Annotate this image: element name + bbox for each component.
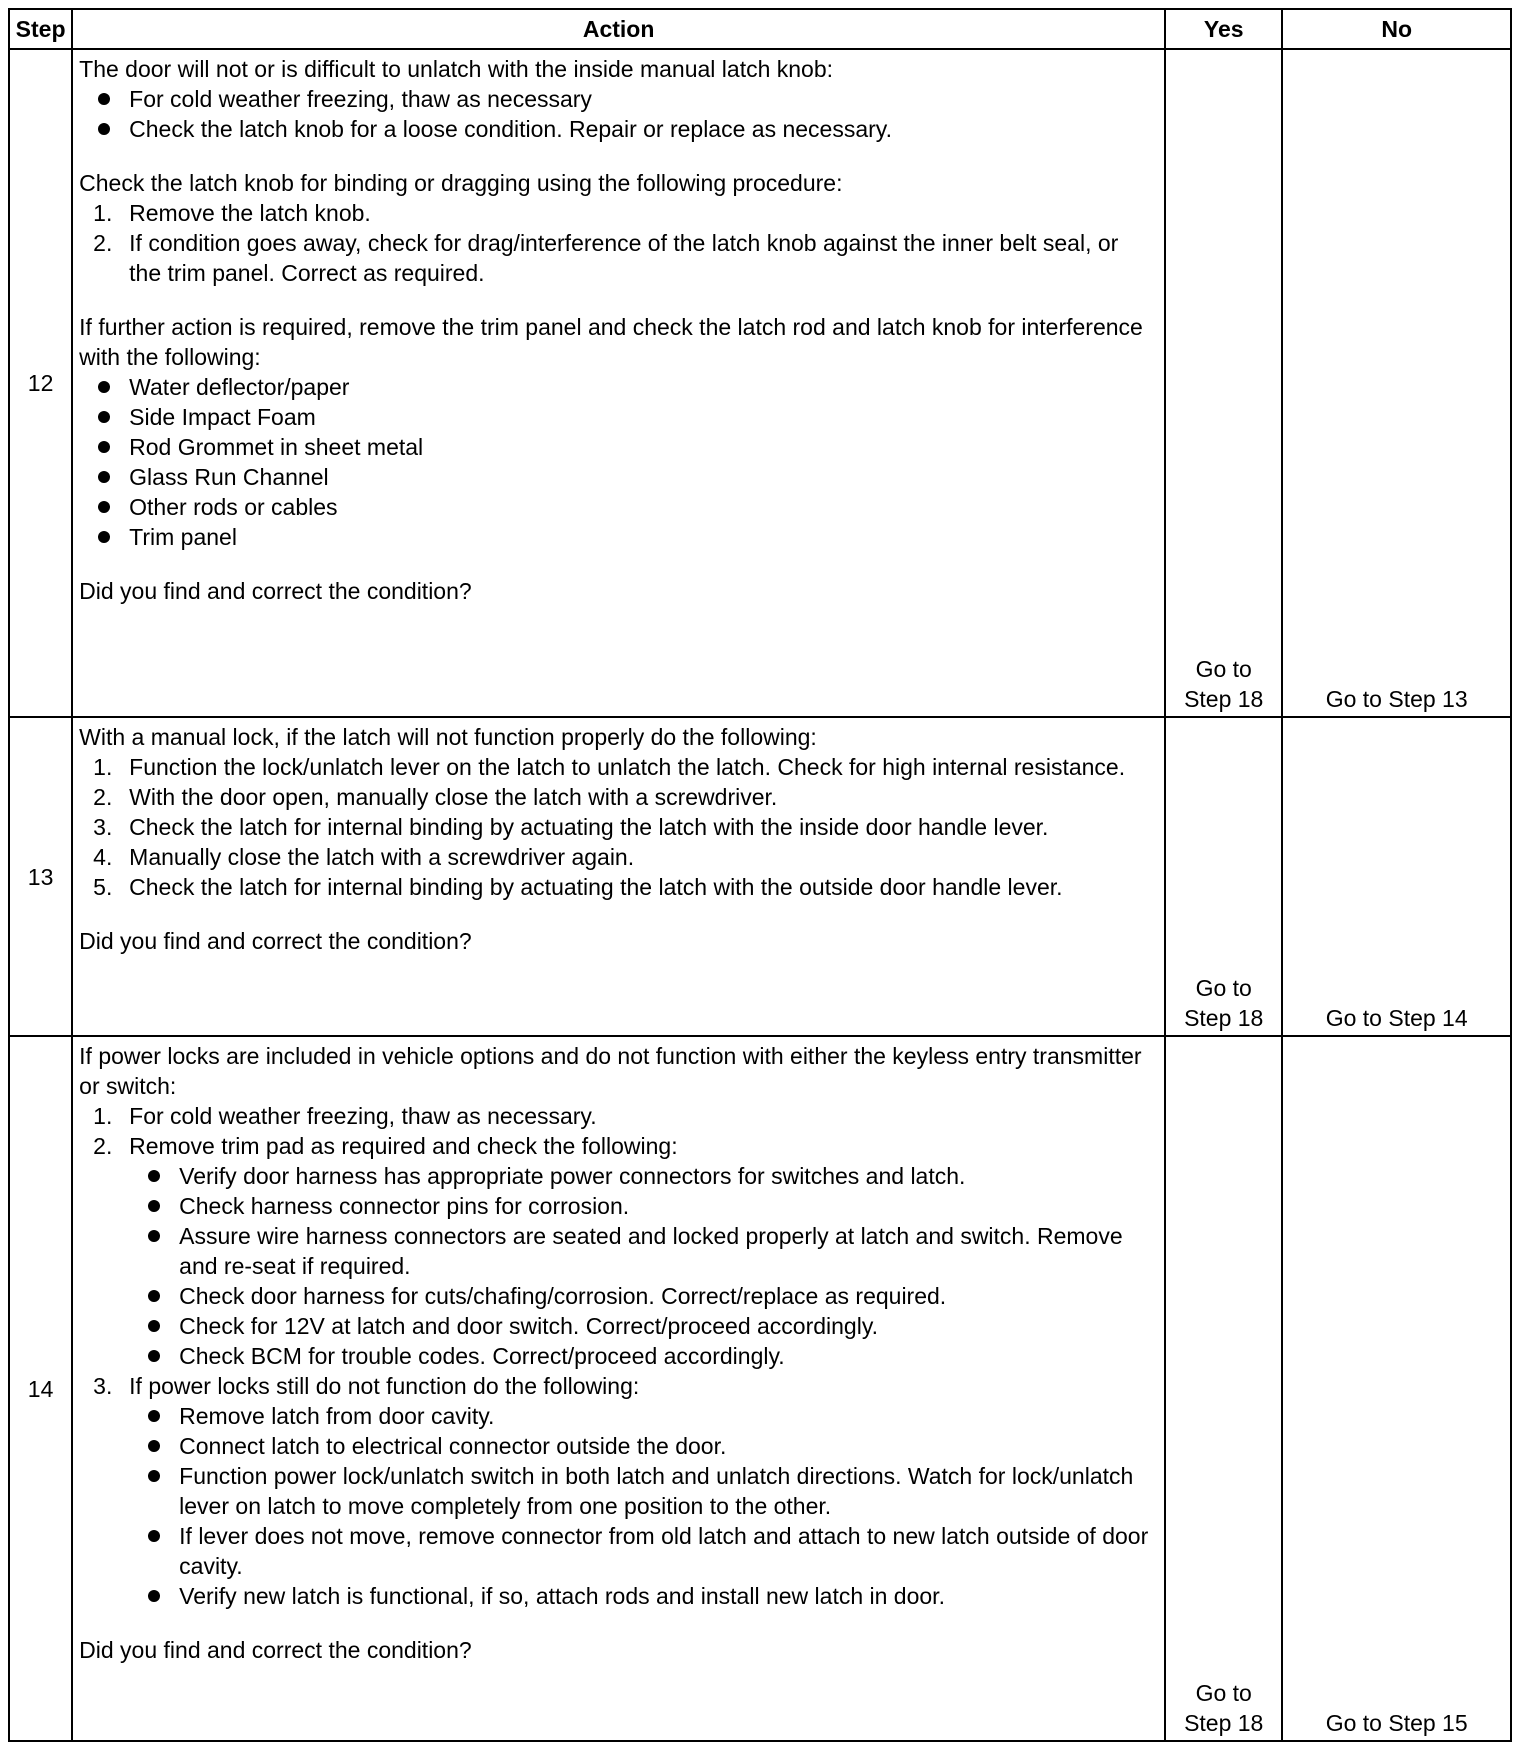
list-item: Rod Grommet in sheet metal: [79, 432, 1154, 462]
sub-list-item: Connect latch to electrical connector outside the door.: [129, 1431, 1154, 1461]
sub-list-item: Remove latch from door cavity.: [129, 1401, 1154, 1431]
sub-bullet-list: [129, 1401, 1154, 1611]
list-item: Check the latch knob for a loose condition. Repair or replace as necessary.: [79, 114, 1154, 144]
item-number: 1.: [93, 754, 113, 780]
item-number: 2.: [93, 1133, 113, 1159]
list-item: [79, 1371, 1154, 1611]
sub-list-item: Check harness connector pins for corrosion.: [129, 1191, 1154, 1221]
intro-text: If power locks are included in vehicle options and do not function with either the keyless entry transmitter or switch:: [79, 1043, 1142, 1099]
item-text: Function the lock/unlatch lever on the latch to unlatch the latch. Check for high internal resistance.: [129, 754, 1126, 780]
step-number: 13: [9, 717, 72, 1036]
intro-text: With a manual lock, if the latch will not function properly do the following:: [79, 724, 817, 750]
item-text: For cold weather freezing, thaw as necessary.: [129, 1103, 597, 1129]
sub-list-item: Check door harness for cuts/chafing/corrosion. Correct/replace as required.: [129, 1281, 1154, 1311]
item-text: If power locks still do not function do the following:: [129, 1373, 640, 1399]
item-number: 1.: [93, 200, 113, 226]
step-row-12: [9, 49, 1511, 717]
no-cell: Go to Step 14: [1282, 717, 1511, 1036]
paragraph: Check the latch knob for binding or dragging using the following procedure:: [79, 170, 843, 196]
step-number: 12: [9, 49, 72, 717]
yes-line-2: Step 18: [1184, 1005, 1264, 1031]
intro-text: The door will not or is difficult to unlatch with the inside manual latch knob:: [79, 56, 834, 82]
item-number: 3.: [93, 814, 113, 840]
item-number: 2.: [93, 230, 113, 256]
sub-bullet-list: [129, 1161, 1154, 1371]
list-item: Glass Run Channel: [79, 462, 1154, 492]
numbered-list: [79, 752, 1154, 902]
list-item: [79, 1131, 1154, 1371]
no-cell: Go to Step 13: [1282, 49, 1511, 717]
action-cell: [72, 49, 1165, 717]
sub-list-item: If lever does not move, remove connector from old latch and attach to new latch outside of door cavity.: [129, 1521, 1154, 1581]
item-text: With the door open, manually close the latch with a screwdriver.: [129, 784, 778, 810]
yes-line-1: Go to: [1195, 1680, 1252, 1706]
item-text: Remove trim pad as required and check the following:: [129, 1133, 678, 1159]
bullet-list: [79, 372, 1154, 552]
item-text: Check the latch for internal binding by actuating the latch with the inside door handle lever.: [129, 814, 1049, 840]
list-item: [79, 872, 1154, 902]
item-number: 2.: [93, 784, 113, 810]
item-text: Check the latch for internal binding by actuating the latch with the outside door handle lever.: [129, 874, 1063, 900]
header-no: No: [1282, 9, 1511, 49]
header-row: [9, 9, 1511, 49]
yes-line-2: Step 18: [1184, 1710, 1264, 1736]
sub-list-item: Check BCM for trouble codes. Correct/proceed accordingly.: [129, 1341, 1154, 1371]
item-number: 4.: [93, 844, 113, 870]
list-item: For cold weather freezing, thaw as necessary: [79, 84, 1154, 114]
yes-line-1: Go to: [1195, 975, 1252, 1001]
item-number: 5.: [93, 874, 113, 900]
item-number: 3.: [93, 1373, 113, 1399]
header-action: Action: [72, 9, 1165, 49]
step-row-13: [9, 717, 1511, 1036]
list-item: Side Impact Foam: [79, 402, 1154, 432]
paragraph: If further action is required, remove the trim panel and check the latch rod and latch knob for interference with the following:: [79, 314, 1143, 370]
sub-list-item: Assure wire harness connectors are seated and locked properly at latch and switch. Remove and re-seat if required.: [129, 1221, 1154, 1281]
sub-list-item: Check for 12V at latch and door switch. Correct/proceed accordingly.: [129, 1311, 1154, 1341]
list-item: [79, 752, 1154, 782]
yes-cell: [1165, 1036, 1282, 1741]
yes-cell: [1165, 49, 1282, 717]
diagnostic-table: [8, 8, 1512, 1742]
header-step: Step: [9, 9, 72, 49]
sub-list-item: Verify door harness has appropriate power connectors for switches and latch.: [129, 1161, 1154, 1191]
yes-cell: [1165, 717, 1282, 1036]
list-item: Trim panel: [79, 522, 1154, 552]
question-text: Did you find and correct the condition?: [79, 1637, 472, 1663]
step-number: 14: [9, 1036, 72, 1741]
item-number: 1.: [93, 1103, 113, 1129]
sub-list-item: Function power lock/unlatch switch in both latch and unlatch directions. Watch for lock/unlatch lever on latch to move completely from one position to the other.: [129, 1461, 1154, 1521]
action-cell: [72, 717, 1165, 1036]
list-item: [79, 1101, 1154, 1131]
sub-list-item: Verify new latch is functional, if so, attach rods and install new latch in door.: [129, 1581, 1154, 1611]
list-item: Other rods or cables: [79, 492, 1154, 522]
bullet-list: [79, 84, 1154, 144]
list-item: [79, 782, 1154, 812]
list-item: [79, 842, 1154, 872]
numbered-list: [79, 198, 1154, 288]
list-item: Water deflector/paper: [79, 372, 1154, 402]
step-row-14: [9, 1036, 1511, 1741]
yes-line-1: Go to: [1195, 656, 1252, 682]
item-text: If condition goes away, check for drag/interference of the latch knob against the inner belt seal, or the trim panel. Correct as required.: [129, 230, 1119, 286]
yes-line-2: Step 18: [1184, 686, 1264, 712]
item-text: Manually close the latch with a screwdriver again.: [129, 844, 635, 870]
numbered-list: [79, 1101, 1154, 1611]
list-item: [79, 198, 1154, 228]
item-text: Remove the latch knob.: [129, 200, 371, 226]
action-cell: [72, 1036, 1165, 1741]
list-item: [79, 228, 1154, 288]
list-item: [79, 812, 1154, 842]
header-yes: Yes: [1165, 9, 1282, 49]
no-cell: Go to Step 15: [1282, 1036, 1511, 1741]
question-text: Did you find and correct the condition?: [79, 928, 472, 954]
question-text: Did you find and correct the condition?: [79, 578, 472, 604]
